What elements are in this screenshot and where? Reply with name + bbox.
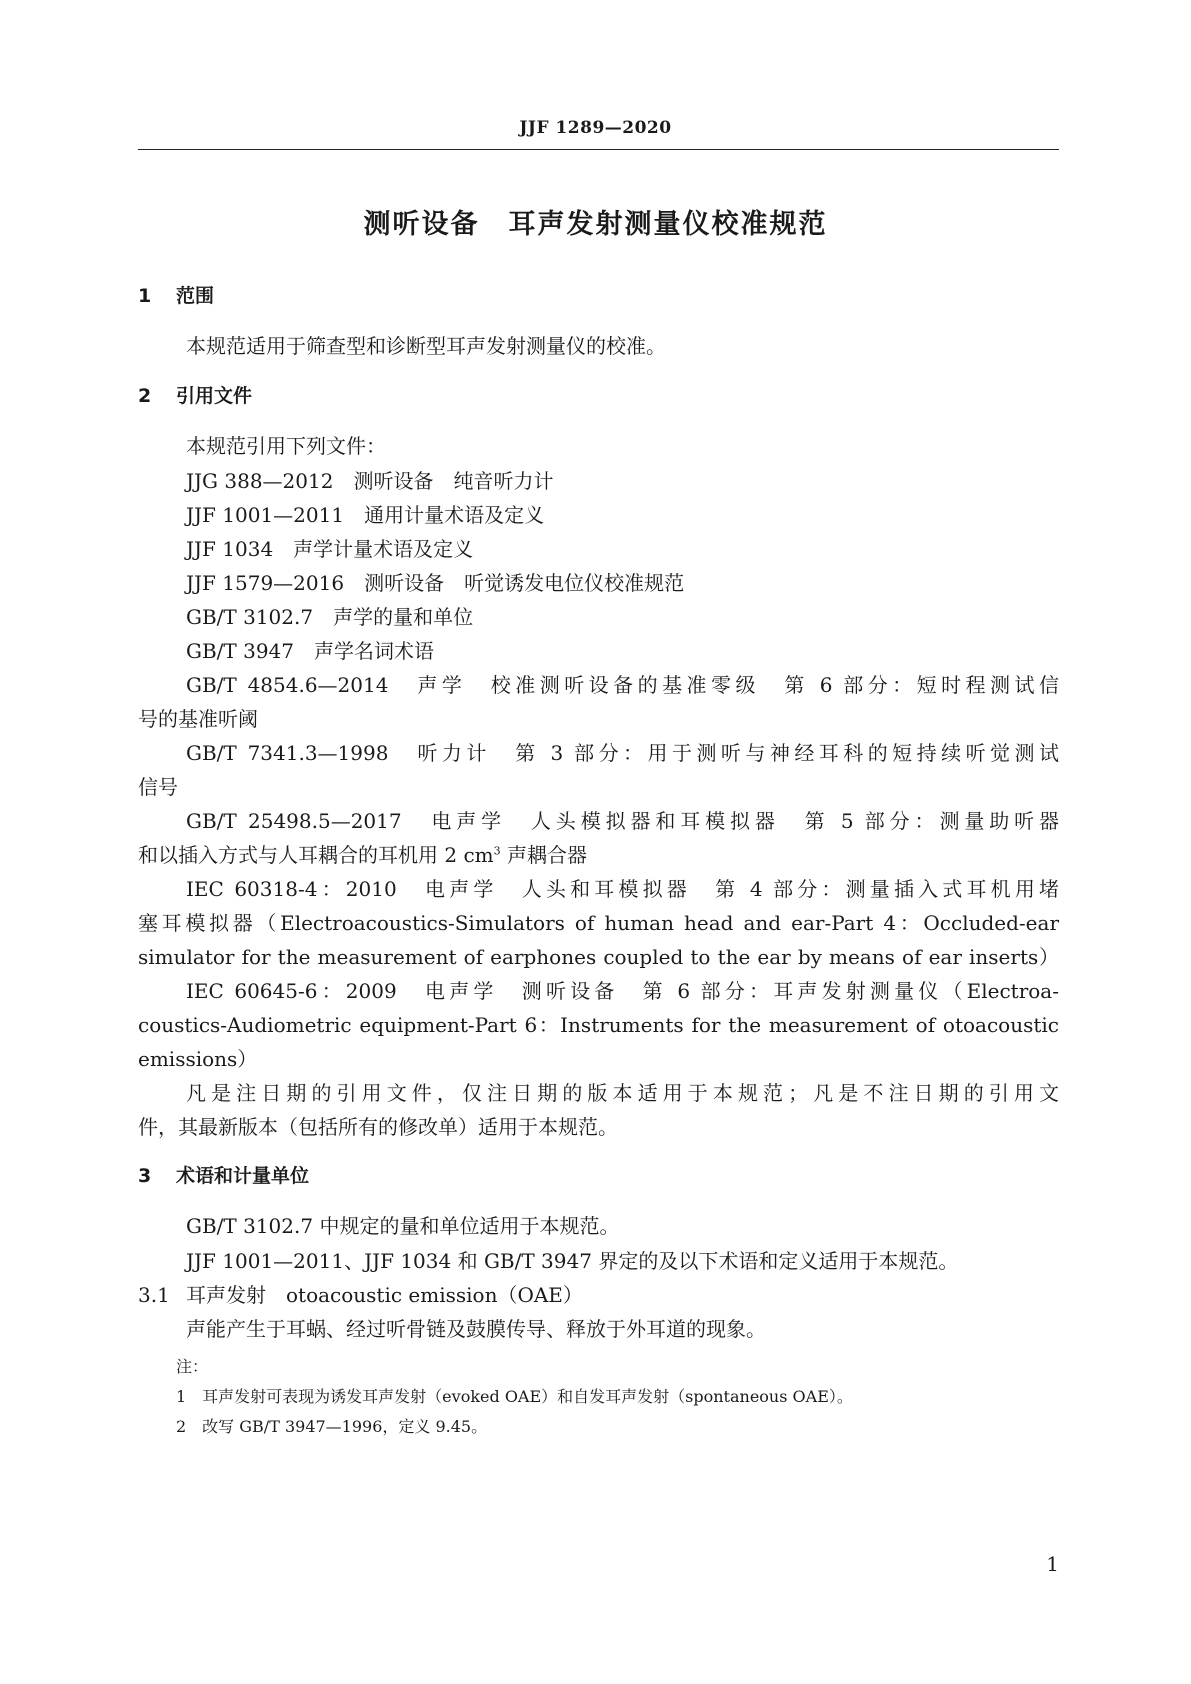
section-title: 引用文件 [176,385,253,407]
reference-item-line: GB/T 7341.3—1998 听力计 第 3 部分：用于测听与神经耳科的短持续听觉测试 [186,741,1059,765]
reference-item: JJF 1034 声学计量术语及定义 [186,537,474,561]
reference-item-line: 塞耳模拟器（Electroacoustics-Simulators of human head and ear-Part 4：Occluded-ear [138,911,1059,935]
reference-item-line: 号的基准听阈 [138,707,258,731]
reference-item-line: coustics-Audiometric equipment-Part 6：Instruments for the measurement of otoacoustic [138,1013,1059,1037]
references-intro: 本规范引用下列文件： [186,434,386,458]
section-number: 1 [138,285,152,307]
reference-item: GB/T 3947 声学名词术语 [186,639,435,663]
document-title: 测听设备 耳声发射测量仪校准规范 [363,209,828,240]
reference-item-line [138,839,587,868]
term-heading [138,1279,583,1308]
reference-item: JJG 388—2012 测听设备 纯音听力计 [186,469,554,493]
section-number: 2 [138,385,152,407]
superscript: 3 [493,844,501,858]
reference-item-line: GB/T 25498.5—2017 电声学 人头模拟器和耳模拟器 第 5 部分：测量助听器 [186,809,1059,833]
reference-item-line: 信号 [138,775,178,799]
term-definition: 声能产生于耳蜗、经过听骨链及鼓膜传导、释放于外耳道的现象。 [186,1317,766,1341]
term-title: 耳声发射 otoacoustic emission（OAE） [186,1283,583,1307]
section-heading-1 [138,281,214,308]
terms-paragraph: GB/T 3102.7 中规定的量和单位适用于本规范。 [186,1214,620,1238]
reference-item-line: emissions） [138,1047,258,1071]
section-title: 范围 [176,285,215,307]
reference-item-line: IEC 60645-6：2009 电声学 测听设备 第 6 部分：耳声发射测量仪（Electroa- [186,979,1059,1003]
references-closing: 凡是注日期的引用文件，仅注日期的版本适用于本规范；凡是不注日期的引用文 [186,1081,1059,1105]
reference-text: 和以插入方式与人耳耦合的耳机用 2 cm [138,843,494,867]
section-heading-3 [138,1161,309,1188]
note-item: 2 改写 GB/T 3947—1996，定义 9.45。 [176,1417,488,1436]
reference-item: GB/T 3102.7 声学的量和单位 [186,605,474,629]
note-label: 注： [176,1357,209,1376]
reference-item: JJF 1579—2016 测听设备 听觉诱发电位仪校准规范 [186,571,685,595]
reference-item-line: GB/T 4854.6—2014 声学 校准测听设备的基准零级 第 6 部分：短时程测试信 [186,673,1059,697]
reference-item-line: IEC 60318-4：2010 电声学 人头和耳模拟器 第 4 部分：测量插入式耳机用堵 [186,877,1059,901]
reference-item: JJF 1001—2011 通用计量术语及定义 [186,503,545,527]
term-number: 3.1 [138,1283,170,1307]
section-title: 术语和计量单位 [176,1165,310,1187]
reference-item-line: simulator for the measurement of earphones coupled to the ear by means of ear inserts） [138,945,1059,969]
reference-text: 声耦合器 [500,843,587,867]
scope-paragraph: 本规范适用于筛查型和诊断型耳声发射测量仪的校准。 [186,334,666,358]
header-rule [138,149,1059,150]
page-header: JJF 1289—2020 [519,118,672,138]
section-heading-2 [138,381,252,408]
page-number: 1 [1046,1552,1059,1576]
terms-paragraph: JJF 1001—2011、JJF 1034 和 GB/T 3947 界定的及以下术语和定义适用于本规范。 [186,1249,959,1273]
section-number: 3 [138,1165,152,1187]
references-closing: 件，其最新版本（包括所有的修改单）适用于本规范。 [138,1115,618,1139]
note-item: 1 耳声发射可表现为诱发耳声发射（evoked OAE）和自发耳声发射（spontaneous OAE）。 [176,1387,853,1406]
